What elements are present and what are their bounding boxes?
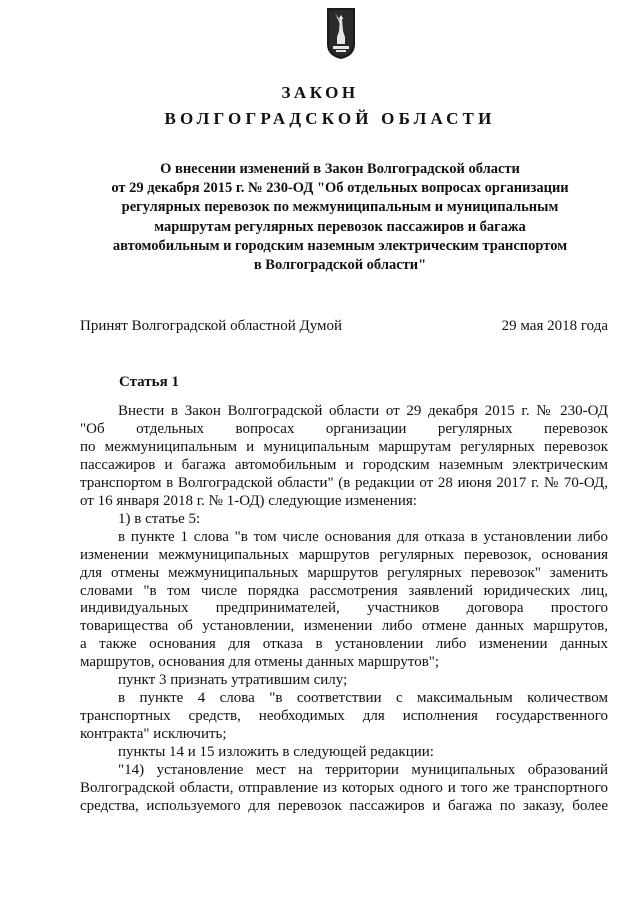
subject-line: от 29 декабря 2015 г. № 230-ОД "Об отдельных вопросах организации [111,180,569,197]
adoption-line [80,318,608,335]
law-title: ЗАКОН [281,83,359,102]
body-line: Внести в Закон Волгоградской области от 29 декабря 2015 г. № 230-ОД [118,403,608,419]
body-line: Волгоградской области, отправление из которых одного и того же транспортного [80,780,608,797]
body-line: товарищества об установлении, изменении либо отмене данных маршрутов, [80,618,608,635]
body-line: индивидуальных предпринимателей, участников договора простого [80,600,608,617]
body-line: от 16 января 2018 г. № 1-ОД) следующие изменения: [80,492,417,509]
subject-line: автомобильным и городским наземным электрическим транспортом [112,237,568,254]
body-line: "14) установление мест на территории муниципальных образований [118,762,608,779]
body-line: по межмуниципальным и муниципальным маршрутам регулярных перевозок [80,438,608,455]
law-region-title: ВОЛГОГРАДСКОЙ ОБЛАСТИ [164,109,496,128]
coat-of-arms-icon [326,6,356,60]
subject-line: О внесении изменений в Закон Волгоградской области [160,161,520,177]
body-line: пункты 14 и 15 изложить в следующей редакции: [118,744,434,761]
subject-line: маршрутам регулярных перевозок пассажиров и багажа [154,218,526,235]
body-line: контракта" исключить; [80,726,227,743]
body-line: транспортных средств, необходимых для исполнения государственного [80,708,608,725]
subject-line: в Волгоградской области" [253,257,427,274]
body-line: транспортом в Волгоградской области" (в редакции от 28 июня 2017 г. № 70-ОД, [80,474,608,491]
body-line: пункт 3 признать утратившим силу; [118,672,348,689]
article-body [80,403,608,816]
body-line: 1) в статье 5: [118,510,201,527]
subject-line: регулярных перевозок по межмуниципальным и муниципальным [121,199,559,216]
body-line: средства, используемого для перевозок пассажиров и багажа по заказу, более [80,797,608,814]
law-subject [70,160,610,275]
body-line: а также основания для отказа в установлении либо изменении данных [80,636,608,653]
body-line: в пункте 1 слова "в том числе основания для отказа в установлении либо [118,528,608,545]
body-line: в пункте 4 слова "в соответствии с максимальным количеством [118,690,608,707]
body-line: "Об отдельных вопросах организации регулярных перевозок [80,420,608,437]
adoption-date: 29 мая 2018 года [501,318,608,334]
body-line: маршрутов, основания для отмены данных маршрутов"; [80,654,440,671]
body-line: изменении межмуниципальных маршрутов регулярных перевозок, основания [80,546,608,563]
body-line: пассажиров и багажа автомобильным и городским наземным электрическим [80,456,608,473]
body-line: для отмены межмуниципальных маршрутов регулярных перевозок" заменить [80,564,608,581]
body-line: словами "в том числе порядка рассмотрения заявлений юридических лиц, [80,582,608,599]
adopted-by: Принят Волгоградской областной Думой [80,318,343,334]
article-heading: Статья 1 [119,374,179,390]
